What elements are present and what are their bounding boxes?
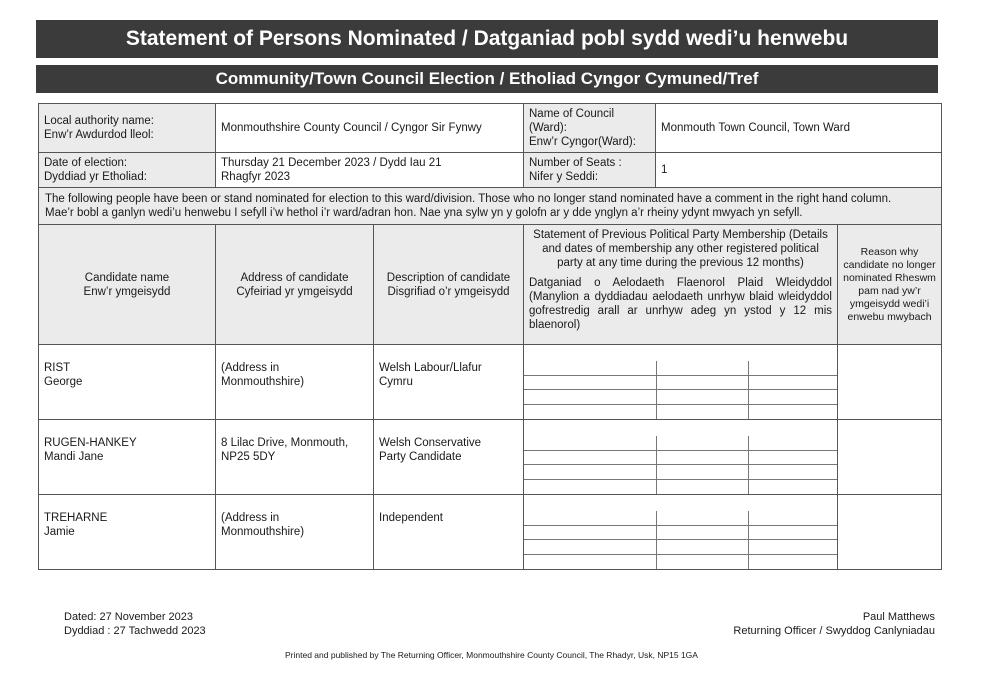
reason-cell	[838, 495, 942, 570]
candidate-address: (Address in Monmouthshire)	[216, 495, 374, 570]
seats-value: 1	[656, 153, 942, 188]
candidate-row	[39, 495, 942, 570]
notice-english: The following people have been or stand nominated for election to this ward/division. Those who no longer stand nominated have a comment in the right hand column.	[45, 193, 892, 205]
candidate-name: RIST George	[39, 345, 216, 420]
candidate-description: Welsh Labour/Llafur Cymru	[374, 345, 524, 420]
reason-cell	[838, 420, 942, 495]
election-type-title: Community/Town Council Election / Etholiad Cyngor Cymuned/Tref	[36, 65, 938, 93]
candidate-row	[39, 420, 942, 495]
candidate-name: TREHARNE Jamie	[39, 495, 216, 570]
seats-label: Number of Seats : Nifer y Seddi:	[524, 153, 656, 188]
party-membership-english: Statement of Previous Political Party Membership (Details and dates of membership any other registered political party at any time during the previous 12 months)	[533, 229, 828, 269]
returning-officer	[733, 610, 935, 638]
membership-grid	[524, 436, 837, 494]
council-label: Name of Council (Ward): Enw’r Cyngor(Ward):	[524, 104, 656, 153]
party-membership-cell	[524, 345, 838, 420]
description-header: Description of candidate Disgrifiad o’r ymgeisydd	[374, 225, 524, 345]
party-membership-header	[524, 225, 838, 345]
party-membership-cell	[524, 495, 838, 570]
notice-welsh: Mae’r bobl a ganlyn wedi’u henwebu I sefyll i’w hethol i’r ward/adran hon. Nae yna sylw yn y golofn ar y dde ynglyn a’r rheiny ydynt mwyach yn sefyll.	[45, 207, 803, 219]
address-header: Address of candidate Cyfeiriad yr ymgeisydd	[216, 225, 374, 345]
reason-cell	[838, 345, 942, 420]
candidate-name-header: Candidate name Enw’r ymgeisydd	[39, 225, 216, 345]
document-title: Statement of Persons Nominated / Datganiad pobl sydd wedi’u henwebu	[36, 20, 938, 58]
candidate-address: (Address in Monmouthshire)	[216, 345, 374, 420]
info-row-date	[39, 153, 942, 188]
council-value: Monmouth Town Council, Town Ward	[656, 104, 942, 153]
officer-name: Paul Matthews	[862, 611, 935, 623]
local-authority-value: Monmouthshire County Council / Cyngor Sir Fynwy	[216, 104, 524, 153]
date-of-statement: Dated: 27 November 2023 Dyddiad : 27 Tachwedd 2023	[64, 611, 206, 637]
info-row-authority	[39, 104, 942, 153]
candidate-address: 8 Lilac Drive, Monmouth, NP25 5DY	[216, 420, 374, 495]
party-membership-welsh: Datganiad o Aelodaeth Flaenorol Plaid Wleidyddol (Manylion a dyddiadau aelodaeth unrhyw blaid wleidyddol gofrestredig arall ar unrhyw adeg yn ystod y 12 mis blaenorol)	[529, 277, 832, 331]
reason-header: Reason why candidate no longer nominated Rheswm pam nad yw’r ymgeisydd wedi’i enwebu mwybach	[838, 225, 942, 345]
imprint: Printed and published by The Returning Officer, Monmouthshire County Council, The Rhadyr, Usk, NP15 1GA	[285, 650, 698, 660]
candidate-description: Independent	[374, 495, 524, 570]
nomination-table	[38, 103, 942, 570]
membership-grid	[524, 511, 837, 569]
election-date-value: Thursday 21 December 2023 / Dydd Iau 21 Rhagfyr 2023	[216, 153, 524, 188]
column-header-row	[39, 225, 942, 345]
nomination-notice	[39, 188, 942, 225]
candidate-row	[39, 345, 942, 420]
candidate-description: Welsh Conservative Party Candidate	[374, 420, 524, 495]
notice-row	[39, 188, 942, 225]
election-date-label: Date of election: Dyddiad yr Etholiad:	[39, 153, 216, 188]
local-authority-label: Local authority name: Enw’r Awdurdod lleol:	[39, 104, 216, 153]
candidate-name: RUGEN-HANKEY Mandi Jane	[39, 420, 216, 495]
party-membership-cell	[524, 420, 838, 495]
officer-title: Returning Officer / Swyddog Canlyniadau	[733, 625, 935, 637]
membership-grid	[524, 361, 837, 419]
